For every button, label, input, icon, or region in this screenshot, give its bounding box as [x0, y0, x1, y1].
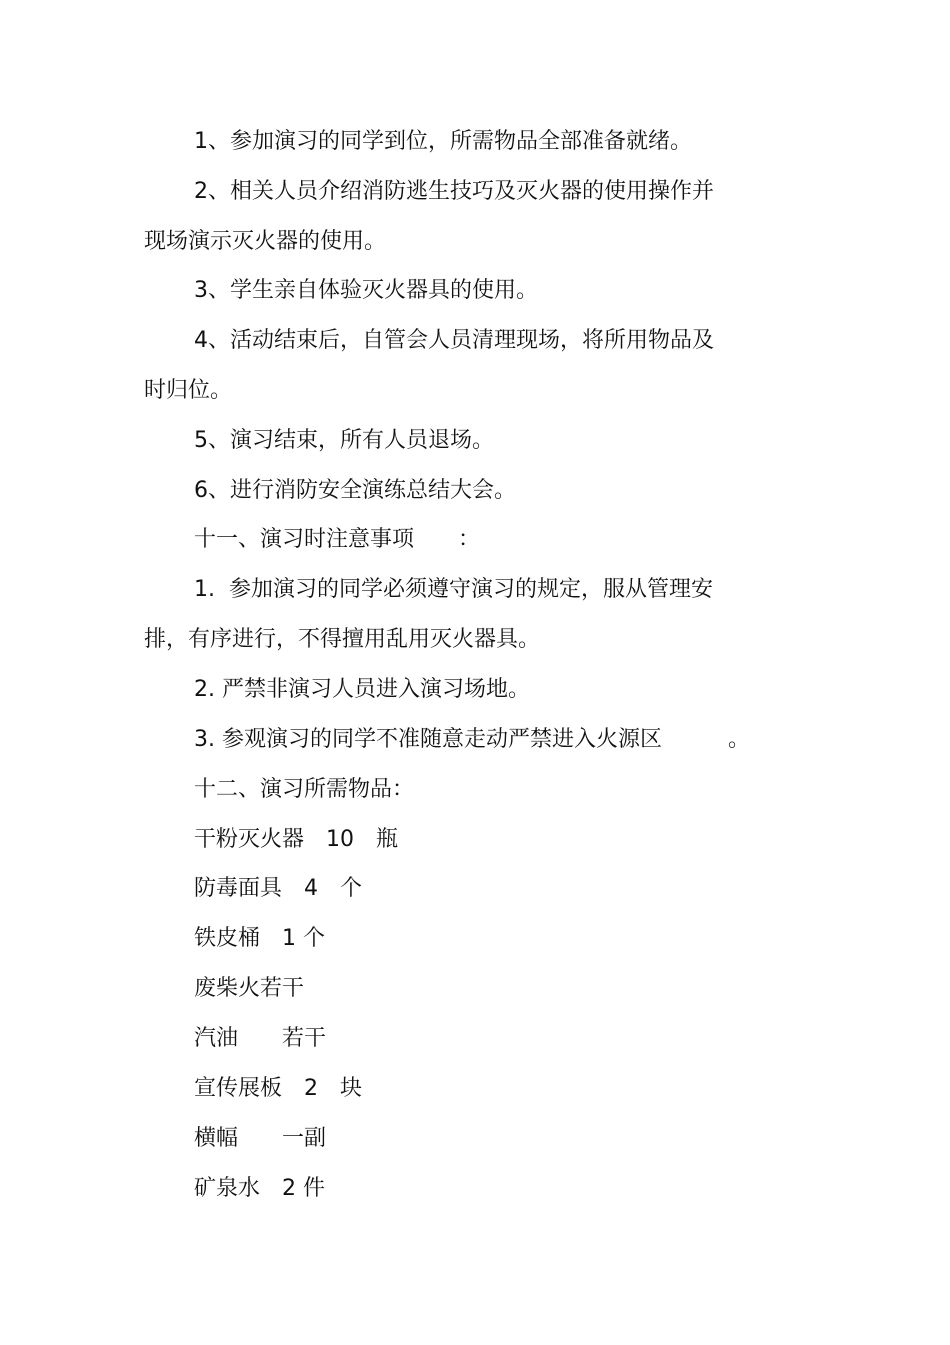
step-2-text-line-1: 2、相关人员介绍消防逃生技巧及灭火器的使用操作并: [194, 179, 714, 204]
supply-item-extinguisher: 干粉灭火器 10 瓶: [194, 827, 398, 852]
notice-1-text-line-2: 排，有序进行，不得擅用乱用灭火器具。: [144, 627, 541, 652]
supply-item-display-board: 宣传展板 2 块: [194, 1076, 362, 1101]
supply-item-banner: 横幅 一副: [194, 1126, 327, 1151]
notice-3-text: 3. 参观演习的同学不准随意走动严禁进入火源区 。: [194, 727, 750, 752]
section-12-heading: 十二、演习所需物品：: [194, 777, 415, 802]
supply-item-iron-bucket: 铁皮桶 1 个: [194, 926, 325, 951]
step-4-text-line-2: 时归位。: [144, 378, 233, 403]
step-2-text-line-2: 现场演示灭火器的使用。: [144, 229, 387, 254]
supply-item-gas-mask: 防毒面具 4 个: [194, 876, 362, 901]
supply-item-gasoline: 汽油 若干: [194, 1026, 327, 1051]
supply-item-firewood: 废柴火若干: [194, 976, 305, 1001]
notice-2-text: 2. 严禁非演习人员进入演习场地。: [194, 677, 530, 702]
supply-item-mineral-water: 矿泉水 2 件: [194, 1176, 325, 1201]
section-11-heading: 十一、演习时注意事项 ：: [194, 527, 481, 552]
step-5-text: 5、演习结束，所有人员退场。: [194, 428, 494, 453]
step-3-text: 3、学生亲自体验灭火器具的使用。: [194, 278, 538, 303]
step-1-text: 1、参加演习的同学到位，所需物品全部准备就绪。: [194, 129, 692, 154]
notice-1-text-line-1: 1. 参加演习的同学必须遵守演习的规定，服从管理安: [194, 577, 713, 602]
step-6-text: 6、进行消防安全演练总结大会。: [194, 478, 516, 503]
step-4-text-line-1: 4、活动结束后，自管会人员清理现场，将所用物品及: [194, 328, 714, 353]
